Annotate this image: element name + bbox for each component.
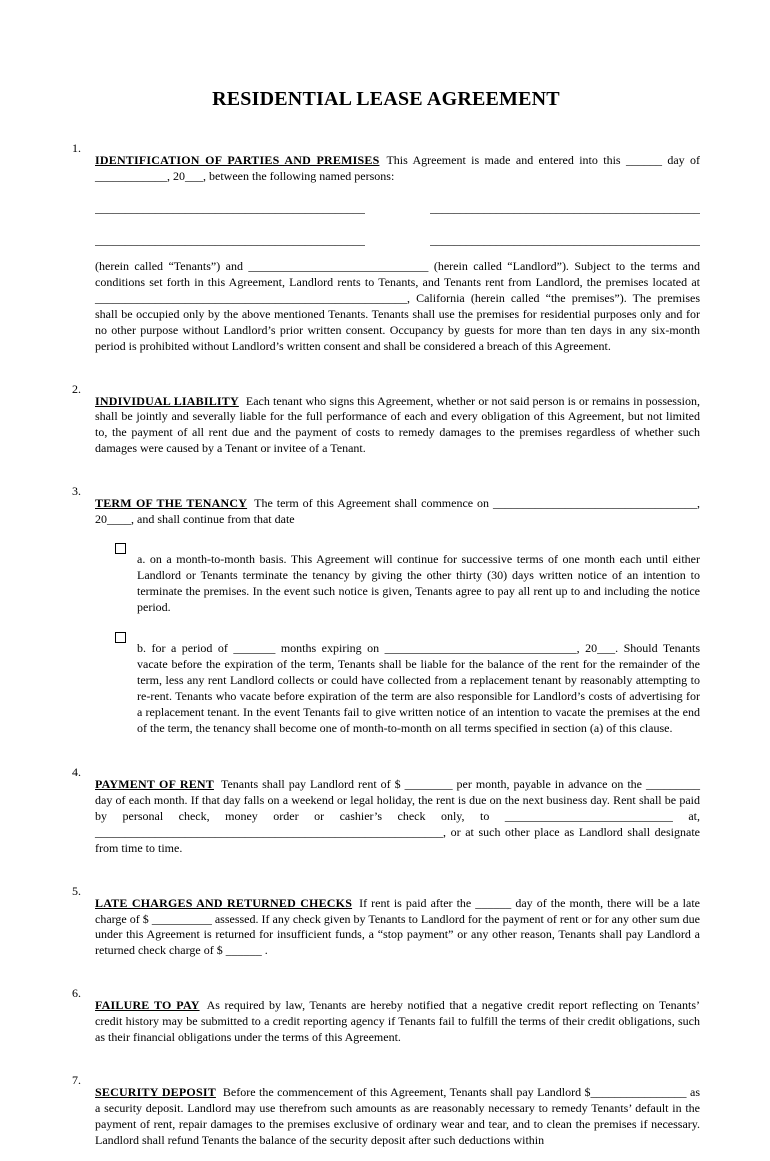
section-content: [95, 141, 700, 367]
section-number: 4.: [72, 764, 81, 779]
section-content: [95, 765, 700, 869]
section-text: (herein called “Tenants”) and ______________________________ (herein called “Landlord”). Subject to the terms and conditions set forth in this Agreement, Landlord rents to Tenants, and Tenants rent from Landlord, the premises located at ____________________________________________________, California (herein called “the premises”). The premises shall be occupied only by the above mentioned Tenants. Tenants shall use the premises for residential purposes only and for no other purpose without Landlord’s prior written consent. Occupancy by guests for more than ten days in any six-month period is prohibited without Landlord’s written consent and shall be considered a breach of this Agreement.: [95, 258, 700, 353]
section-late-charges: [72, 884, 700, 972]
section-paragraph: [95, 896, 700, 960]
section-number: 6.: [72, 986, 81, 1001]
section-individual-liability: [72, 382, 700, 470]
section-content: [95, 986, 700, 1058]
checkbox-icon[interactable]: [115, 632, 126, 643]
section-content: [95, 484, 700, 749]
document-title: RESIDENTIAL LEASE AGREEMENT: [212, 88, 560, 110]
section-number: 5.: [72, 883, 81, 898]
section-heading: PAYMENT OF RENT: [95, 776, 214, 791]
section-number: 7.: [72, 1073, 81, 1088]
section-payment-of-rent: [72, 765, 700, 869]
section-failure-to-pay: [72, 986, 700, 1058]
section-paragraph: [95, 496, 700, 528]
section-paragraph: [95, 998, 700, 1046]
option-text: a. on a month-to-month basis. This Agreement will continue for successive terms of one month each until either Landlord or Tenants terminate the tenancy by giving the other thirty (30) days written notice of an intention to terminate the premises. In the event such notice is given, Tenants agree to pay all rent up to and including the notice period.: [137, 552, 700, 615]
term-option-b: [115, 629, 700, 749]
party-name-line[interactable]: _____________________________________________: [95, 232, 365, 247]
section-text: Before the commencement of this Agreement, Tenants shall pay Landlord $________________ as a security deposit. Landlord may use therefrom such amounts as are reasonably necessary to remedy Tenants’ default in the payment of rent, repair damages to the premises exclusive of ordinary wear and tear, and to clean the premises if necessary. Landlord shall refund Tenants the balance of the security deposit after such deductions within: [95, 1085, 700, 1148]
party-name-row: [95, 201, 700, 217]
section-text: If rent is paid after the ______ day of the month, there will be a late charge of $ __________ assessed. If any check given by Tenants to Landlord for the payment of rent or for any other sum due under this Agreement is returned for insufficient funds, a “stop payment” or any other reason, Tenants shall pay Landlord a returned check charge of $ ______ .: [95, 895, 700, 958]
section-text: Each tenant who signs this Agreement, whether or not said person is or remains in possession, shall be jointly and severally liable for the full performance of each and every obligation of this Agreement, but not limited to, the payment of all rent due and the payment of costs to remedy damages to the premises regardless of whether such damages were caused by a Tenant or invitee of a Tenant.: [95, 393, 700, 456]
section-paragraph: [95, 1085, 700, 1149]
option-text: b. for a period of _______ months expiring on ________________________________, 20___. Should Tenants vacate before the expiration of the term, Tenants shall be liable for the balance of the rent for the remainder of the term, less any rent Landlord collects or could have collected from a replacement tenant by reasonably attempting to re-rent. Tenants who vacate before expiration of the term are also responsible for Landlord’s costs of advertising for a replacement tenant. In the event Tenants fail to give written notice of an intention to vacate the premises at the end of the term, the tenancy shall become one of month-to-month on all terms specified in section (a) of this clause.: [137, 641, 700, 735]
party-name-line[interactable]: _____________________________________________: [430, 200, 700, 215]
section-identification-of-parties: [72, 141, 700, 367]
section-content: [95, 884, 700, 972]
party-name-line[interactable]: _____________________________________________: [430, 232, 700, 247]
section-text: The term of this Agreement shall commence on __________________________________, 20____, and shall continue from that date: [95, 496, 701, 527]
section-heading: IDENTIFICATION OF PARTIES AND PREMISES: [95, 153, 380, 167]
section-paragraph: [95, 153, 700, 185]
section-heading: TERM OF THE TENANCY: [95, 496, 248, 511]
party-name-row: [95, 233, 700, 249]
section-text: Tenants shall pay Landlord rent of $ ________ per month, payable in advance on the _________ day of each month. If that day falls on a weekend or legal holiday, the rent is due on the next business day. Rent shall be paid by personal check, money order or cashier’s check only, to ____________________________ at, __________________________________________________________, or at such other place as Landlord shall designate from time to time.: [95, 776, 700, 855]
section-content: [95, 382, 700, 470]
term-option-a: [115, 540, 700, 628]
section-term-of-tenancy: [72, 484, 700, 749]
checkbox-icon[interactable]: [115, 543, 126, 554]
section-heading: LATE CHARGES AND RETURNED CHECKS: [95, 895, 353, 910]
section-number: 3.: [72, 484, 81, 499]
section-security-deposit: [72, 1073, 700, 1161]
section-heading: INDIVIDUAL LIABILITY: [95, 393, 239, 408]
section-paragraph: [95, 777, 700, 857]
section-heading: SECURITY DEPOSIT: [95, 1085, 216, 1100]
section-text: This Agreement is made and entered into this ______ day of ____________, 20___, between the following named persons:: [95, 153, 701, 183]
section-text: As required by law, Tenants are hereby notified that a negative credit report reflecting on Tenants’ credit history may be submitted to a credit reporting agency if Tenants fail to fulfill the terms of their credit obligations, such as their financial obligations under the terms of this Agreement.: [95, 998, 700, 1045]
party-name-line[interactable]: _____________________________________________: [95, 200, 365, 215]
section-heading: FAILURE TO PAY: [95, 998, 200, 1013]
section-number: 2.: [72, 381, 81, 396]
section-paragraph: [95, 394, 700, 458]
section-content: [95, 1073, 700, 1161]
section-number: 1.: [72, 141, 81, 155]
